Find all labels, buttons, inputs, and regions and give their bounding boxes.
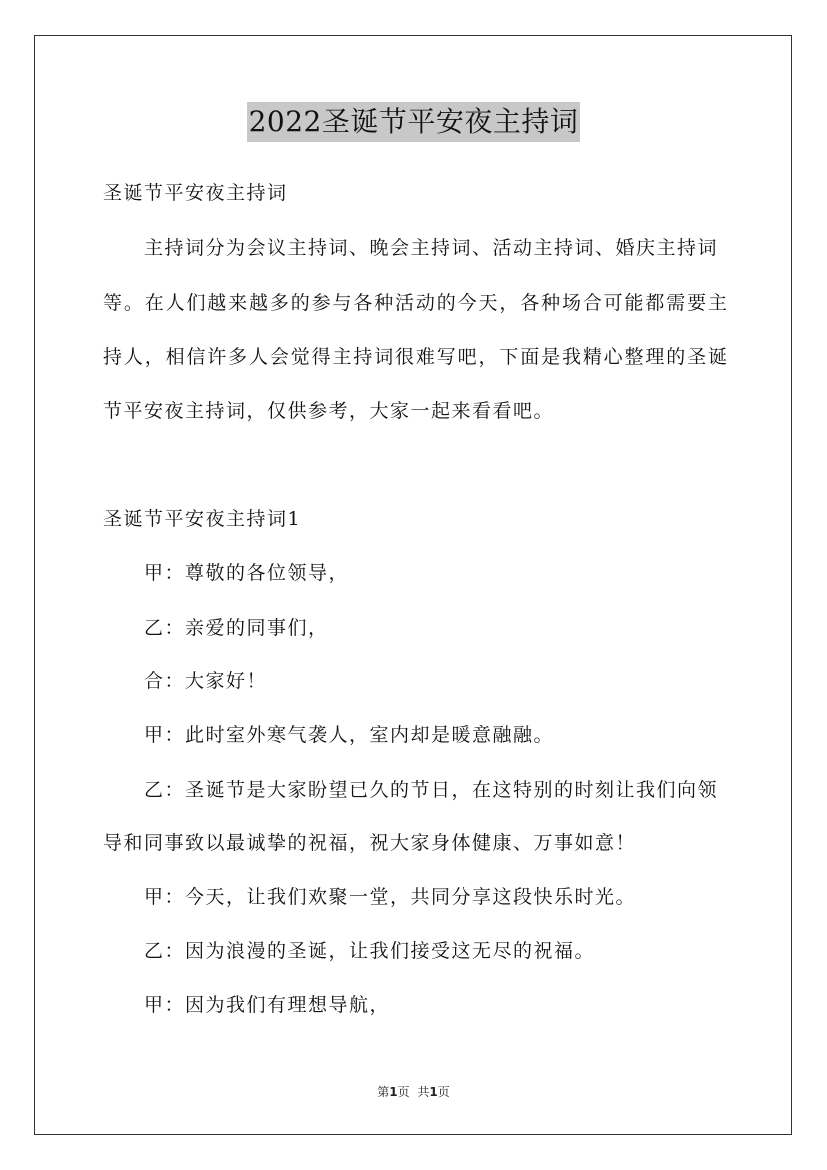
document-subtitle: 圣诞节平安夜主持词 — [103, 182, 288, 204]
dialogue-line: 甲：因为我们有理想导航， — [144, 994, 391, 1016]
dialogue-line: 乙：圣诞节是大家盼望已久的节日，在这特别的时刻让我们向领 — [144, 779, 719, 801]
dialogue-line: 甲：尊敬的各位领导， — [144, 562, 350, 584]
intro-line: 持人，相信许多人会觉得主持词很难写吧，下面是我精心整理的圣诞 — [103, 346, 727, 368]
document-title: 2022圣诞节平安夜主持词 — [247, 102, 581, 142]
total-suffix: 页 — [437, 1085, 450, 1099]
total-pages: 1 — [429, 1085, 438, 1099]
dialogue-line: 合：大家好！ — [144, 670, 268, 692]
dialogue-line: 乙：亲爱的同事们， — [144, 617, 329, 639]
page-footer — [0, 1084, 827, 1100]
dialogue-line: 甲：今天，让我们欢聚一堂，共同分享这段快乐时光。 — [144, 886, 637, 908]
title-container — [0, 102, 827, 142]
section-heading: 圣诞节平安夜主持词1 — [103, 508, 302, 530]
dialogue-line: 乙：因为浪漫的圣诞，让我们接受这无尽的祝福。 — [144, 940, 596, 962]
intro-line: 主持词分为会议主持词、晚会主持词、活动主持词、婚庆主持词 — [144, 237, 719, 259]
total-prefix: 共 — [417, 1085, 430, 1099]
intro-line: 节平安夜主持词，仅供参考，大家一起来看看吧。 — [103, 400, 555, 422]
page-prefix: 第 — [377, 1085, 390, 1099]
page-suffix: 页 — [397, 1085, 410, 1099]
intro-line: 等。在人们越来越多的参与各种活动的今天，各种场合可能都需要主 — [103, 292, 727, 314]
page-number: 1 — [389, 1085, 398, 1099]
dialogue-line: 导和同事致以最诚挚的祝福，祝大家身体健康、万事如意！ — [103, 832, 637, 854]
dialogue-line: 甲：此时室外寒气袭人，室内却是暖意融融。 — [144, 724, 555, 746]
